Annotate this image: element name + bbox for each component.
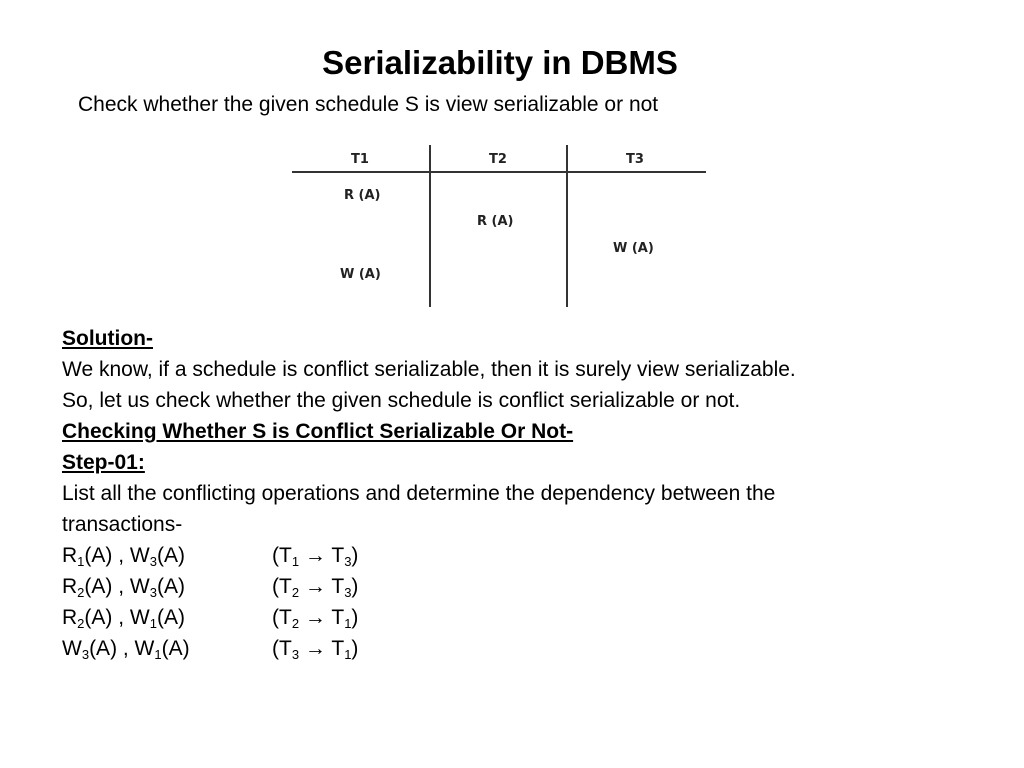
solution-heading: Solution- xyxy=(62,327,153,350)
subscript: 1 xyxy=(154,647,162,662)
dependency-edge: $(T_2 \to T_1)$ xyxy=(272,606,359,631)
header-divider xyxy=(292,171,706,173)
subscript: 3 xyxy=(149,554,157,569)
column-divider xyxy=(566,145,568,307)
page-title: Serializability in DBMS xyxy=(322,44,678,81)
schedule-operation: R (A) xyxy=(344,188,381,203)
column-divider xyxy=(429,145,431,307)
dependency-row xyxy=(62,571,962,602)
dependency-edge: $(T_2 \to T_3)$ xyxy=(272,575,359,600)
subscript: 3 xyxy=(81,647,90,662)
schedule-table xyxy=(292,145,706,307)
check-heading: Checking Whether S is Conflict Serializable Or Not- xyxy=(62,420,574,443)
subscript: 1 xyxy=(291,554,300,569)
conflict-pair: $R_1(A)$ , $W_3(A)$ xyxy=(62,544,185,569)
schedule-operation: W (A) xyxy=(340,267,381,282)
solution-text: So, let us check whether the given schedule is conflict serializable or not. xyxy=(62,389,741,412)
subscript: 1 xyxy=(344,647,352,662)
subscript: 2 xyxy=(77,616,85,631)
schedule-operation: W (A) xyxy=(613,241,654,256)
column-header-t2: T2 xyxy=(489,152,507,167)
dependency-row xyxy=(62,602,962,633)
step-text: transactions- xyxy=(62,513,183,536)
solution-text: We know, if a schedule is conflict serializable, then it is surely view serializable. xyxy=(62,358,796,381)
step-heading: Step-01: xyxy=(62,451,145,474)
dependency-edge: $(T_3 \to T_1)$ xyxy=(272,637,359,662)
dependency-edge: $(T_1 \to T_3)$ xyxy=(272,544,359,569)
solution-section xyxy=(62,323,962,664)
conflict-pair: $R_2(A)$ , $W_1(A)$ xyxy=(62,606,185,631)
subscript: 3 xyxy=(149,585,157,600)
subscript: 3 xyxy=(344,585,352,600)
step-text: List all the conflicting operations and determine the dependency between the xyxy=(62,482,776,505)
subscript: 2 xyxy=(291,585,300,600)
subscript: 1 xyxy=(149,616,157,631)
subscript: 1 xyxy=(77,554,85,569)
conflict-pair: $R_2(A)$ , $W_3(A)$ xyxy=(62,575,185,600)
conflict-pair: $W_3(A)$ , $W_1(A)$ xyxy=(62,637,190,662)
page-subtitle: Check whether the given schedule S is view serializable or not xyxy=(78,93,659,116)
dependency-row xyxy=(62,540,962,571)
column-header-t3: T3 xyxy=(626,152,644,167)
schedule-operation: R (A) xyxy=(477,214,514,229)
subscript: 2 xyxy=(77,585,85,600)
dependency-row xyxy=(62,633,962,664)
subscript: 1 xyxy=(344,616,352,631)
subscript: 3 xyxy=(344,554,352,569)
dependency-list xyxy=(62,540,962,664)
subscript: 2 xyxy=(291,616,300,631)
column-header-t1: T1 xyxy=(351,152,369,167)
subscript: 3 xyxy=(291,647,300,662)
